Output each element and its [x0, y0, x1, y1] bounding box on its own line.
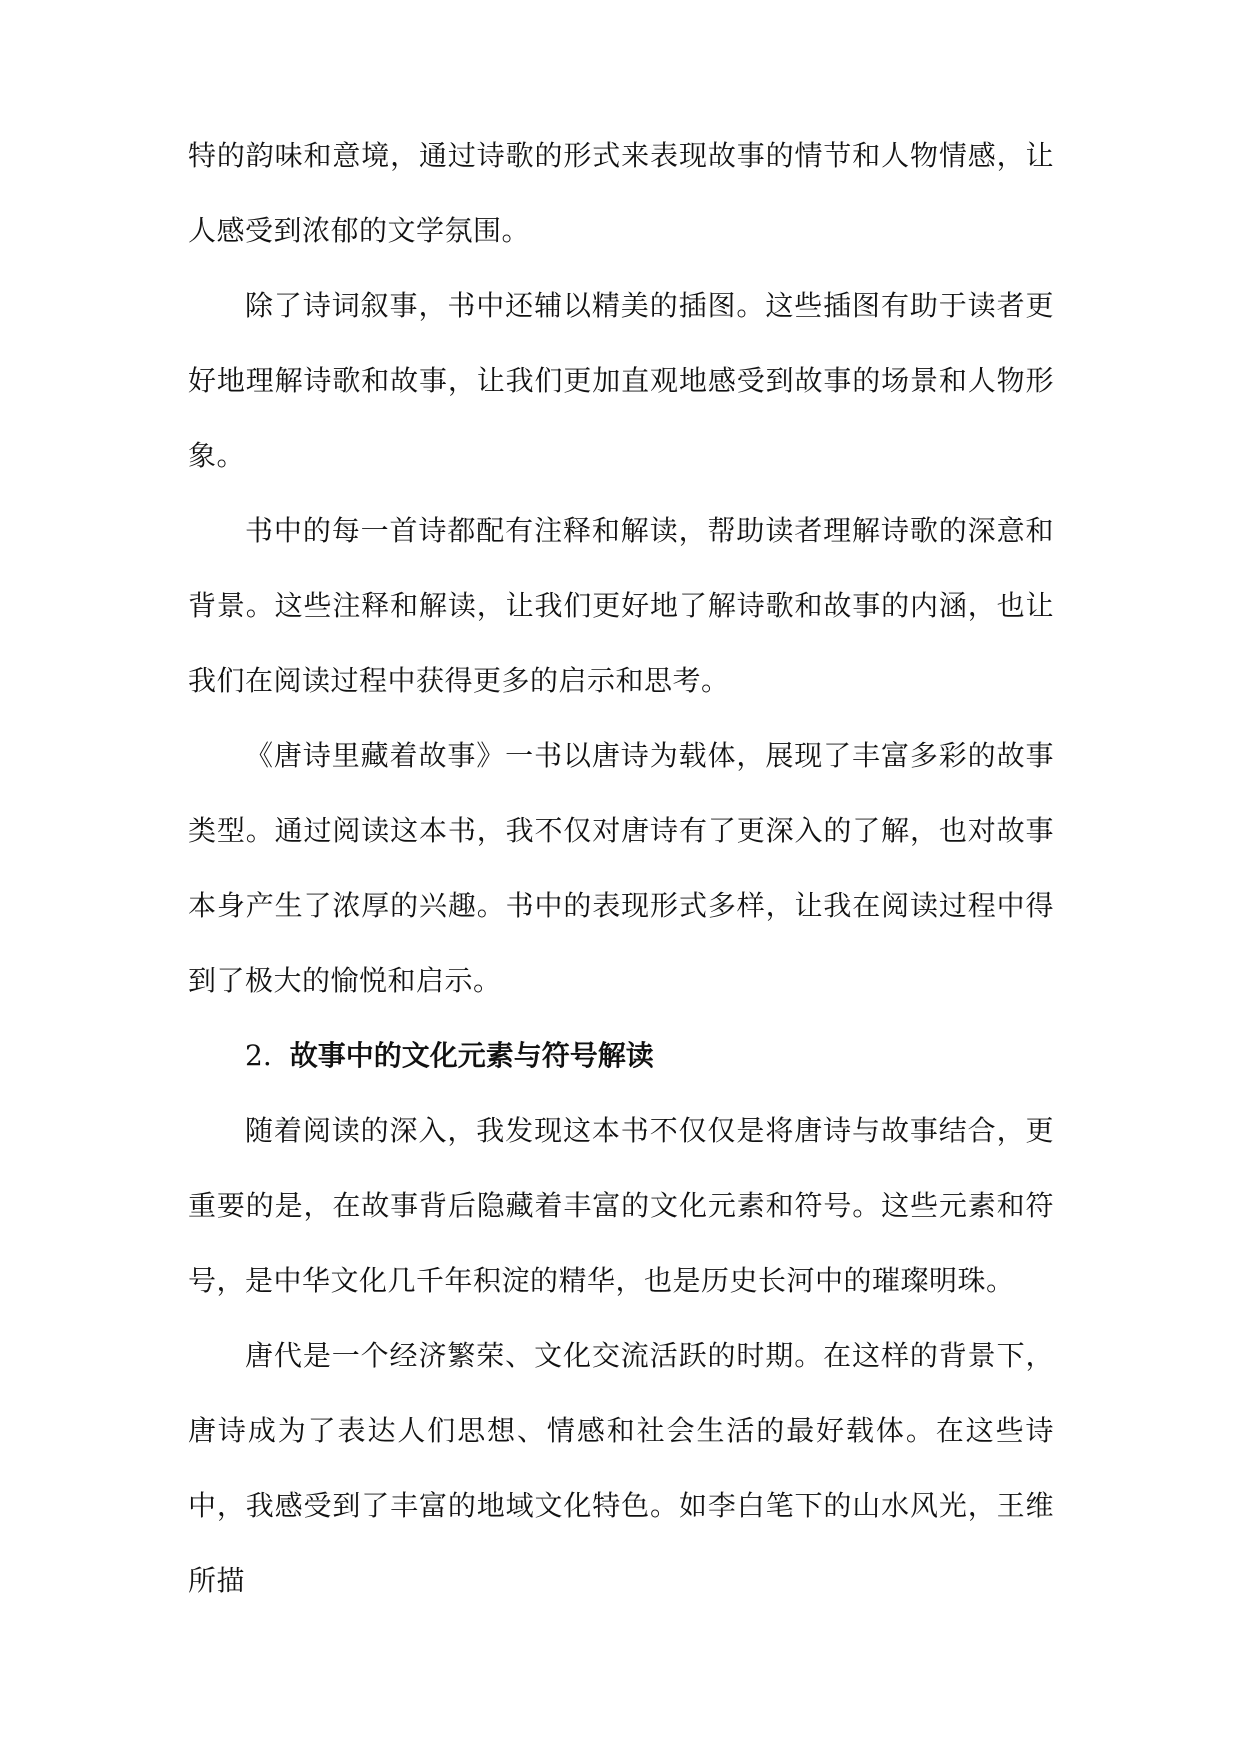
paragraph-tang-dynasty: 唐代是一个经济繁荣、文化交流活跃的时期。在这样的背景下，唐诗成为了表达人们思想、情感和社会生活的最好载体。在这些诗中，我感受到了丰富的地域文化特色。如李白笔下的山水风光，王维所描 [188, 1339, 1054, 1597]
section-number: 2. [245, 1039, 272, 1072]
paragraph-cultural-elements: 随着阅读的深入，我发现这本书不仅仅是将唐诗与故事结合，更重要的是，在故事背后隐藏着丰富的文化元素和符号。这些元素和符号，是中华文化几千年积淀的精华，也是历史长河中的璀璨明珠。 [188, 1114, 1054, 1297]
paragraph-continuation: 特的韵味和意境，通过诗歌的形式来表现故事的情节和人物情感，让人感受到浓郁的文学氛围。 [188, 139, 1054, 247]
paragraph-annotations: 书中的每一首诗都配有注释和解读，帮助读者理解诗歌的深意和背景。这些注释和解读，让我们更好地了解诗歌和故事的内涵，也让我们在阅读过程中获得更多的启示和思考。 [188, 514, 1054, 697]
paragraph-illustrations: 除了诗词叙事，书中还辅以精美的插图。这些插图有助于读者更好地理解诗歌和故事，让我们更加直观地感受到故事的场景和人物形象。 [188, 289, 1054, 472]
section-title: 故事中的文化元素与符号解读 [289, 1039, 654, 1072]
section-heading [245, 1018, 1045, 1093]
paragraph-summary: 《唐诗里藏着故事》一书以唐诗为载体，展现了丰富多彩的故事类型。通过阅读这本书，我不仅对唐诗有了更深入的了解，也对故事本身产生了浓厚的兴趣。书中的表现形式多样，让我在阅读过程中得到了极大的愉悦和启示。 [188, 739, 1054, 997]
